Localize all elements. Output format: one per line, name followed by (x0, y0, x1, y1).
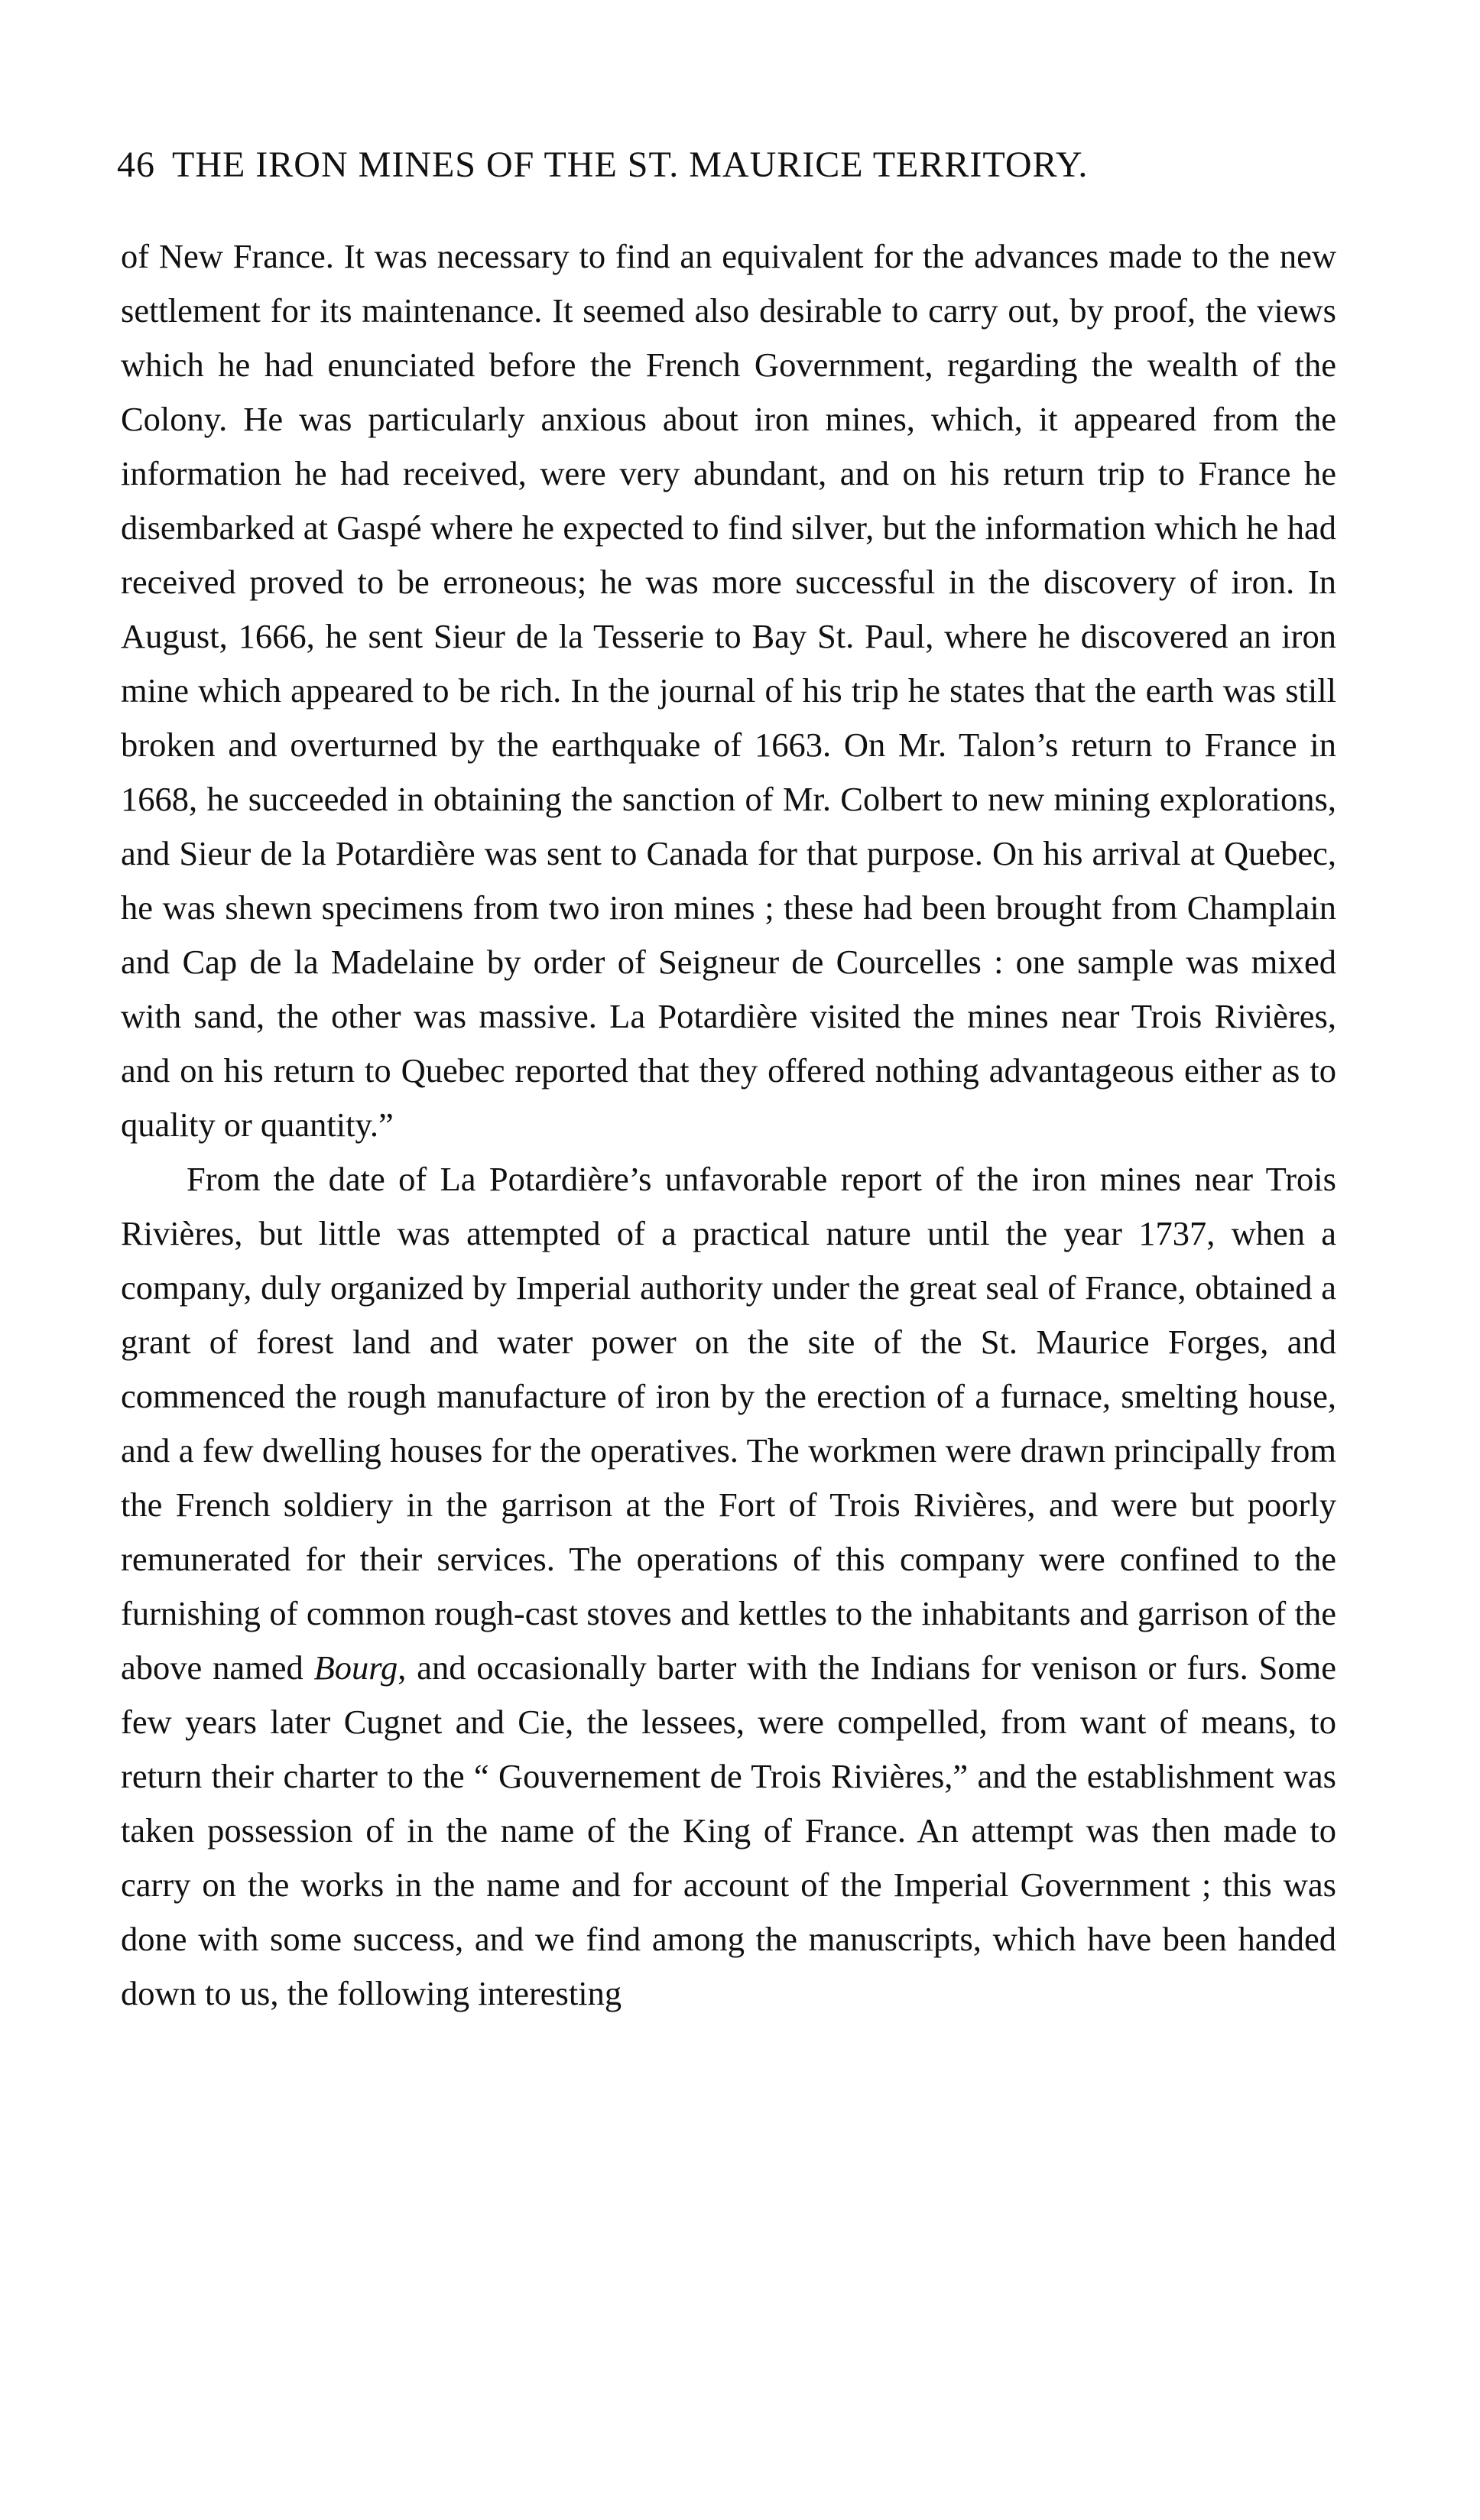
page-number: 46 (117, 145, 155, 185)
paragraph: of New France. It was necessary to find an equivalent for the advances made to the new settlement for its maintenance. It seemed also desirable to carry out, by proof, the views which he had enunciated before the French Government, regarding the wealth of the Colony. He was particularly anxious about iron mines, which, it appeared from the information he had received, were very abundant, and on his return trip to France he disembarked at Gaspé where he expected to find silver, but the information which he had received proved to be erroneous; he was more successful in the discovery of iron. In August, 1666, he sent Sieur de la Tesserie to Bay St. Paul, where he discovered an iron mine which appeared to be rich. In the journal of his trip he states that the earth was still broken and overturned by the earthquake of 1663. On Mr. Talon’s return to France in 1668, he succeeded in obtaining the sanction of Mr. Colbert to new mining explorations, and Sieur de la Potardière was sent to Canada for that purpose. On his arrival at Quebec, he was shewn specimens from two iron mines ; these had been brought from Champlain and Cap de la Madelaine by order of Seigneur de Courcelles : one sample was mixed with sand, the other was massive. La Potardière visited the mines near Trois Rivières, and on his return to Quebec reported that they offered nothing advantageous either as to quality or quantity.” (121, 237, 1336, 1144)
italic-term: Bourg (313, 1648, 398, 1687)
paragraph (121, 1152, 1336, 2021)
running-header (117, 144, 1340, 186)
paragraph-text: , and occasionally barter with the Indians for venison or furs. Some few years later Cugnet and Cie, the lessees, were compelled, from want of means, to return their charter to the “ Gouvernement de Trois Rivières,” and the establishment was taken possession of in the name of the King of France. An attempt was then made to carry on the works in the name and for account of the Imperial Government ; this was done with some success, and we find among the manuscripts, which have been handed down to us, the following interesting (121, 1648, 1336, 2012)
running-title: THE IRON MINES OF THE ST. MAURICE TERRITORY. (172, 145, 1089, 185)
paragraph-text: From the date of La Potardière’s unfavorable report of the iron mines near Trois Rivières, but little was attempted of a practical nature until the year 1737, when a company, duly organized by Imperial authority under the great seal of France, obtained a grant of forest land and water power on the site of the St. Maurice Forges, and commenced the rough manufacture of iron by the erection of a furnace, smelting house, and a few dwelling houses for the operatives. The workmen were drawn principally from the French soldiery in the garrison at the Fort of Trois Rivières, and were but poorly remunerated for their services. The operations of this company were confined to the furnishing of common rough-cast stoves and kettles to the inhabitants and garrison of the above named (121, 1160, 1336, 1687)
body-text (121, 229, 1336, 2021)
